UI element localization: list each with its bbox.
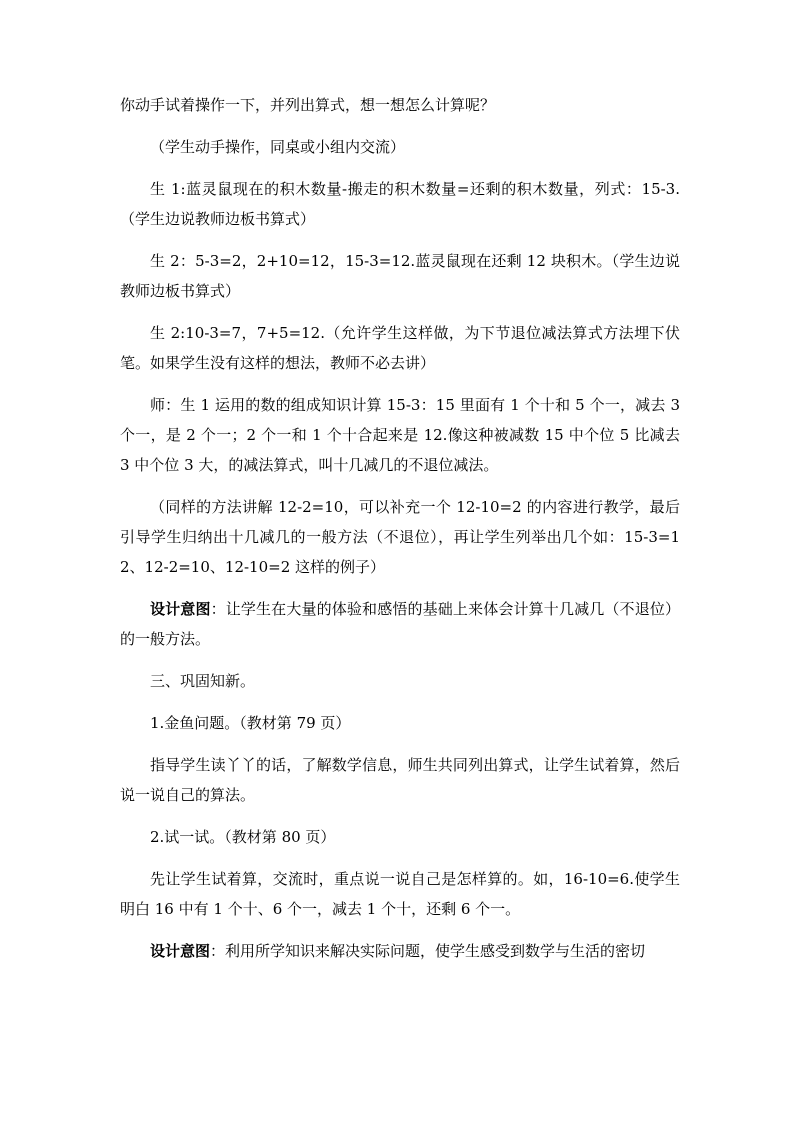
paragraph-guide-reading [120, 750, 680, 810]
paragraph-student-2b [120, 318, 680, 378]
paragraph-text: ：让学生在大量的体验和感悟的基础上来体会计算十几减几（不退位）的一般方法。 [120, 600, 680, 648]
paragraph-try-it [120, 822, 680, 852]
paragraph-student-1 [120, 174, 680, 234]
paragraph-goldfish-problem [120, 708, 680, 738]
design-intent-label: 设计意图 [150, 600, 211, 618]
paragraph-text: 师：生 1 运用的数的组成知识计算 15-3：15 里面有 1 个十和 5 个一，减去 3 个一，是 2 个一；2 个一和 1 个十合起来是 12.像这种被减数 15 中个位 5 比减去 3 中个位 3 大，的减法算式，叫十几减几的不退位减法。 [120, 396, 680, 474]
paragraph-student-activity [120, 132, 680, 162]
paragraph-text: 1.金鱼问题。（教材第 79 页） [150, 714, 351, 732]
paragraph-text: 生 2:10-3=7，7+5=12.（允许学生这样做，为下节退位减法算式方法埋下伏笔。如果学生没有这样的想法，教师不必去讲） [120, 324, 680, 372]
paragraph-text: 2.试一试。（教材第 80 页） [150, 828, 336, 846]
paragraph-text: （同样的方法讲解 12-2=10，可以补充一个 12-10=2 的内容进行教学，最后引导学生归纳出十几减几的一般方法（不退位），再让学生列举出几个如：15-3=12、12-2=10、12-10=2 这样的例子） [120, 498, 680, 576]
paragraph-student-2a [120, 246, 680, 306]
paragraph-try-calc [120, 864, 680, 924]
paragraph-design-intent-1 [120, 594, 680, 654]
paragraph-design-intent-2 [120, 936, 680, 966]
paragraph-intro [120, 90, 680, 120]
paragraph-text: 先让学生试着算，交流时，重点说一说自己是怎样算的。如，16-10=6.使学生明白 16 中有 1 个十、6 个一，减去 1 个十，还剩 6 个一。 [120, 870, 680, 918]
paragraph-text: 指导学生读丫丫的话，了解数学信息，师生共同列出算式，让学生试着算，然后说一说自己的算法。 [120, 756, 680, 804]
section-heading-consolidate [120, 666, 680, 696]
paragraph-same-method [120, 492, 680, 582]
paragraph-text: 生 1:蓝灵鼠现在的积木数量-搬走的积木数量=还剩的积木数量，列式：15-3.（学生边说教师边板书算式） [120, 180, 680, 228]
paragraph-text: 生 2：5-3=2，2+10=12，15-3=12.蓝灵鼠现在还剩 12 块积木。（学生边说教师边板书算式） [120, 252, 680, 300]
paragraph-text: 你动手试着操作一下，并列出算式，想一想怎么计算呢？ [120, 96, 496, 114]
design-intent-label: 设计意图 [150, 942, 211, 960]
paragraph-teacher [120, 390, 680, 480]
paragraph-text: （学生动手操作，同桌或小组内交流） [150, 138, 406, 156]
section-heading-text: 三、巩固知新。 [150, 672, 256, 690]
document-body [120, 90, 680, 978]
paragraph-text: ：利用所学知识来解决实际问题，使学生感受到数学与生活的密切 [210, 942, 646, 960]
